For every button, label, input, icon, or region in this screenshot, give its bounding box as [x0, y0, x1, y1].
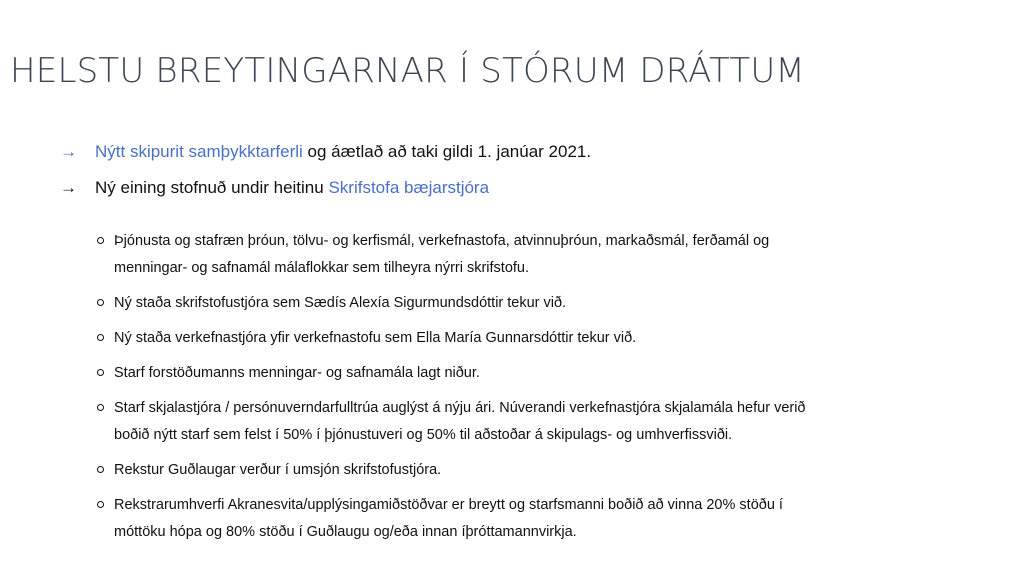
- sub-bullet-list: [97, 228, 977, 554]
- bullet-text: og áætlað að taki gildi 1. janúar 2021.: [302, 142, 592, 161]
- sub-bullet-line: Rekstur Guðlaugar verður í umsjón skrifstofustjóra.: [114, 462, 442, 478]
- sub-bullet-line: Rekstrarumhverfi Akranesvita/upplýsingamiðstöðvar er breytt og starfsmanni boðið að vinna 20% stöðu í: [114, 497, 783, 513]
- sub-bullet-item: [97, 492, 977, 546]
- main-bullet-new-org-chart: [60, 140, 1000, 164]
- sub-bullet-item: [97, 395, 977, 449]
- bullet-text: Ný eining stofnuð undir heitinu: [95, 178, 329, 197]
- highlighted-text: Nýtt skipurit samþykktarferli: [95, 142, 303, 161]
- sub-bullet-item: [97, 360, 977, 387]
- circle-bullet-icon: [97, 237, 104, 244]
- main-bullet-new-unit: [60, 176, 1000, 200]
- circle-bullet-icon: [97, 334, 104, 341]
- sub-bullet-line: Ný staða verkefnastjóra yfir verkefnastofu sem Ella María Gunnarsdóttir tekur við.: [114, 330, 637, 346]
- sub-bullet-item: [97, 290, 977, 317]
- sub-bullet-line: Ný staða skrifstofustjóra sem Sædís Alexía Sigurmundsdóttir tekur við.: [114, 295, 567, 311]
- main-bullet-list: [60, 140, 1000, 212]
- sub-bullet-line: Starf forstöðumanns menningar- og safnamála lagt niður.: [114, 365, 480, 381]
- slide-title: HELSTU BREYTINGARNAR Í STÓRUM DRÁTTUM: [10, 51, 805, 91]
- sub-bullet-line: Þjónusta og stafræn þróun, tölvu- og kerfismál, verkefnastofa, atvinnuþróun, markaðsmál, ferðamál og: [114, 233, 770, 249]
- sub-bullet-line: móttöku hópa og 80% stöðu í Guðlaugu og/eða innan íþróttamannvirkja.: [114, 524, 577, 540]
- sub-bullet-item: [97, 325, 977, 352]
- highlighted-text: Skrifstofa bæjarstjóra: [328, 178, 490, 197]
- circle-bullet-icon: [97, 369, 104, 376]
- sub-bullet-line: Starf skjalastjóra / persónuverndarfulltrúa auglýst á nýju ári. Núverandi verkefnastjóra skjalamála hefur verið: [114, 400, 806, 416]
- sub-bullet-item: [97, 228, 977, 282]
- circle-bullet-icon: [97, 466, 104, 473]
- circle-bullet-icon: [97, 404, 104, 411]
- circle-bullet-icon: [97, 501, 104, 508]
- sub-bullet-line: menningar- og safnamál málaflokkar sem tilheyra nýrri skrifstofu.: [114, 260, 530, 276]
- arrow-right-icon: →: [60, 178, 77, 197]
- circle-bullet-icon: [97, 299, 104, 306]
- arrow-right-icon: →: [60, 142, 77, 161]
- sub-bullet-line: boðið nýtt starf sem felst í 50% í þjónustuveri og 50% til aðstoðar á skipulags- og umhverfissviði.: [114, 427, 733, 443]
- sub-bullet-item: [97, 457, 977, 484]
